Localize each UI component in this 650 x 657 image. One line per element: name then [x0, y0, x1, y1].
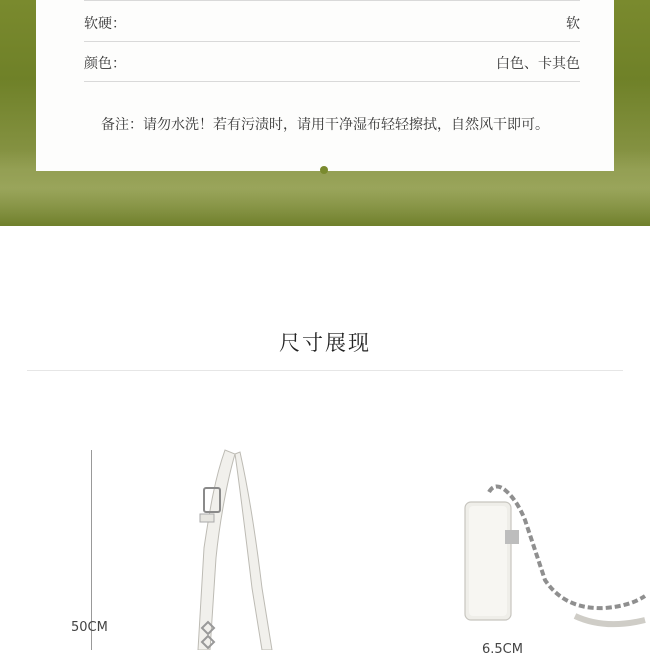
spec-card — [36, 0, 614, 171]
height-dimension-label: 50CM — [71, 620, 108, 635]
bag-side-image — [455, 480, 650, 650]
green-banner — [0, 0, 650, 226]
bag-strap-image — [180, 448, 280, 650]
spec-row-color — [84, 41, 580, 82]
spec-row-softness — [84, 0, 580, 42]
care-note: 备注：请勿水洗！若有污渍时，请用干净湿布轻轻擦拭，自然风干即可。 — [101, 117, 549, 133]
carousel-dot[interactable] — [320, 166, 328, 174]
section-divider — [27, 370, 623, 371]
spec-value: 软 — [566, 16, 580, 32]
spec-label: 颜色： — [84, 56, 126, 72]
spec-value: 白色、卡其色 — [496, 56, 580, 72]
spec-label: 软硬： — [84, 16, 126, 32]
depth-dimension-label: 6.5CM — [482, 642, 523, 657]
section-title: 尺寸展现 — [279, 331, 371, 355]
